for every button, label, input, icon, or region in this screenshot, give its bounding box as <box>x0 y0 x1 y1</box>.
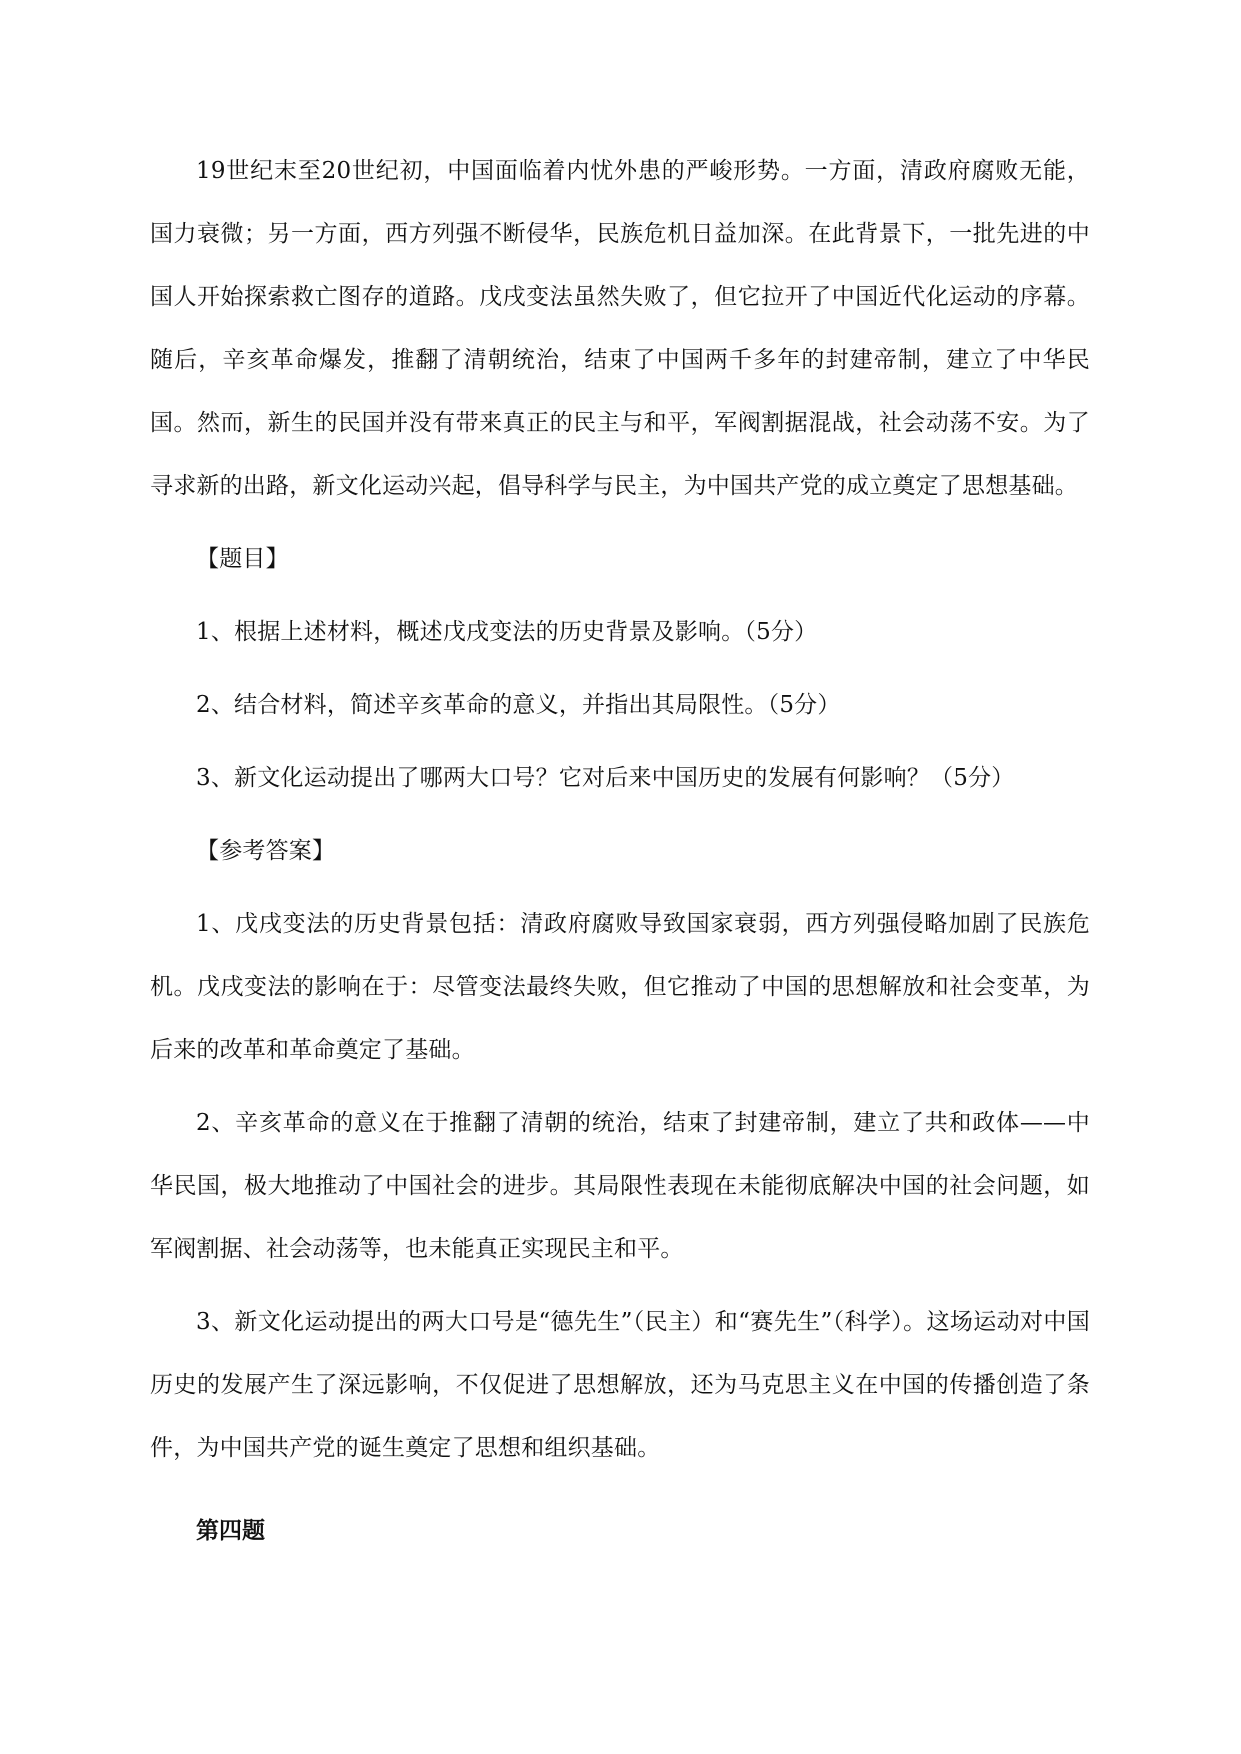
document-page <box>150 140 1090 1563</box>
answers-label: 【参考答案】 <box>196 838 336 864</box>
answer-1: 1、戊戌变法的历史背景包括：清政府腐败导致国家衰弱，西方列强侵略加剧了民族危机。戊戌变法的影响在于：尽管变法最终失败，但它推动了中国的思想解放和社会变革，为后来的改革和革命奠定了基础。 <box>150 911 1090 1063</box>
material-paragraph: 19世纪末至20世纪初，中国面临着内忧外患的严峻形势。一方面，清政府腐败无能，国力衰微；另一方面，西方列强不断侵华，民族危机日益加深。在此背景下，一批先进的中国人开始探索救亡图存的道路。戊戌变法虽然失败了，但它拉开了中国近代化运动的序幕。随后，辛亥革命爆发，推翻了清朝统治，结束了中国两千多年的封建帝制，建立了中华民国。然而，新生的民国并没有带来真正的民主与和平，军阀割据混战，社会动荡不安。为了寻求新的出路，新文化运动兴起，倡导科学与民主，为中国共产党的成立奠定了思想基础。 <box>150 158 1090 499</box>
section-title: 第四题 <box>196 1518 265 1544</box>
question-3: 3、新文化运动提出了哪两大口号？它对后来中国历史的发展有何影响？（5分） <box>196 765 1015 791</box>
answer-3: 3、新文化运动提出的两大口号是“德先生”（民主）和“赛先生”（科学）。这场运动对中国历史的发展产生了深远影响，不仅促进了思想解放，还为马克思主义在中国的传播创造了条件，为中国共产党的诞生奠定了思想和组织基础。 <box>150 1309 1090 1461</box>
question-1: 1、根据上述材料，概述戊戌变法的历史背景及影响。（5分） <box>196 619 818 645</box>
question-2: 2、结合材料，简述辛亥革命的意义，并指出其局限性。（5分） <box>196 692 841 718</box>
answer-2: 2、辛亥革命的意义在于推翻了清朝的统治，结束了封建帝制，建立了共和政体——中华民国，极大地推动了中国社会的进步。其局限性表现在未能彻底解决中国的社会问题，如军阀割据、社会动荡等，也未能真正实现民主和平。 <box>150 1110 1090 1262</box>
questions-label: 【题目】 <box>196 546 289 572</box>
